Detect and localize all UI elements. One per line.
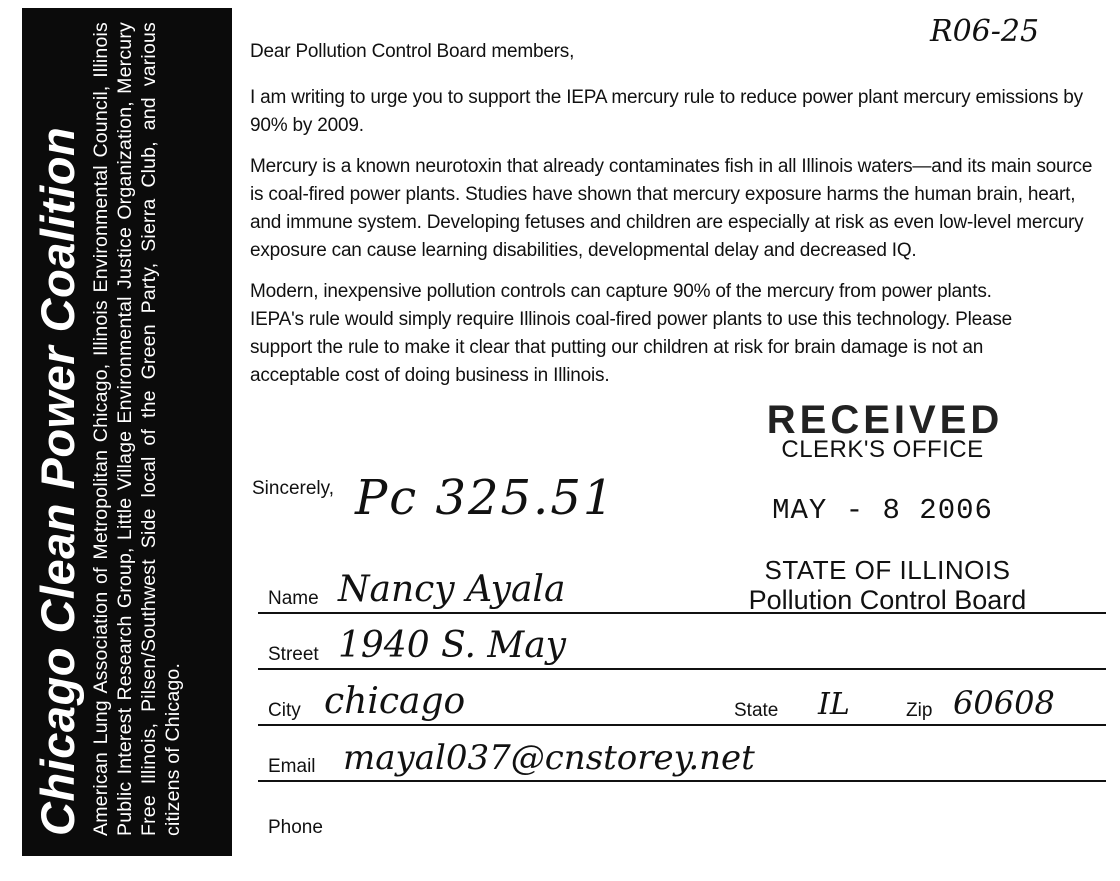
coalition-title: Chicago Clean Power Coalition (31, 126, 84, 836)
handwritten-code: Pc 325.51 (355, 470, 616, 526)
street-value: 1940 S. May (338, 625, 566, 666)
city-field[interactable] (258, 670, 1106, 726)
street-field[interactable] (258, 614, 1106, 670)
letter-paragraph: Mercury is a known neurotoxin that already contaminates fish in all Illinois waters—and its main source is coal-fired power plants. Studies have shown that mercury exposure harms the human brain, heart, and immune system. Developing fetuses and children are especially at risk as even low-level mercury exposure can cause learning disabilities, developmental delay and decreased IQ. (250, 156, 1093, 261)
stamp-received: RECEIVED (766, 398, 1004, 442)
stamp-board: Pollution Control Board (748, 585, 1027, 615)
email-label: Email (268, 756, 316, 777)
letter-body (250, 38, 1110, 403)
zip-label: Zip (906, 700, 933, 721)
coalition-members: American Lung Association of Metropolitan Chicago, Illinois Environmental Council, Illinois Public Interest Research Group, Little Village Environmental Justice Organization, Mercury Free Illinois, Pilsen/Southwest Side local of the Green Party, Sierra Club, and various citizens of Chicago. (90, 22, 184, 836)
letter-paragraph: I am writing to urge you to support the IEPA mercury rule to reduce power plant mercury emissions by 90% by 2009. (250, 87, 1083, 136)
zip-value: 60608 (953, 684, 1055, 722)
stamp-date: MAY - 8 2006 (772, 494, 993, 527)
stamp-state: STATE OF ILLINOIS (764, 555, 1011, 585)
coalition-banner (22, 8, 232, 856)
stamp-clerks-office: CLERK'S OFFICE (781, 436, 984, 463)
closing: Sincerely, (252, 478, 335, 499)
phone-label: Phone (268, 817, 323, 838)
name-value: Nancy Ayala (338, 569, 566, 610)
city-value: chicago (324, 681, 466, 722)
state-label: State (734, 700, 779, 721)
email-value: mayal037@cnstorey.net (343, 738, 755, 778)
phone-field[interactable] (258, 787, 1106, 841)
city-label: City (268, 700, 301, 721)
document-number: R06-25 (930, 14, 1040, 49)
salutation: Dear Pollution Control Board members, (250, 41, 575, 62)
letter-paragraph: Modern, inexpensive pollution controls can capture 90% of the mercury from power plants. IEPA's rule would simply require Illinois coal-fired power plants to use this technology. Please support the rule to make it clear that putting our children at risk for brain damage is not an acceptable cost of doing business in Illinois. (250, 281, 1013, 386)
name-field[interactable] (258, 558, 1106, 614)
banner-rotated-content (22, 8, 232, 856)
state-value: IL (818, 687, 850, 722)
email-field[interactable] (258, 726, 1106, 782)
name-label: Name (268, 588, 319, 609)
street-label: Street (268, 644, 319, 665)
